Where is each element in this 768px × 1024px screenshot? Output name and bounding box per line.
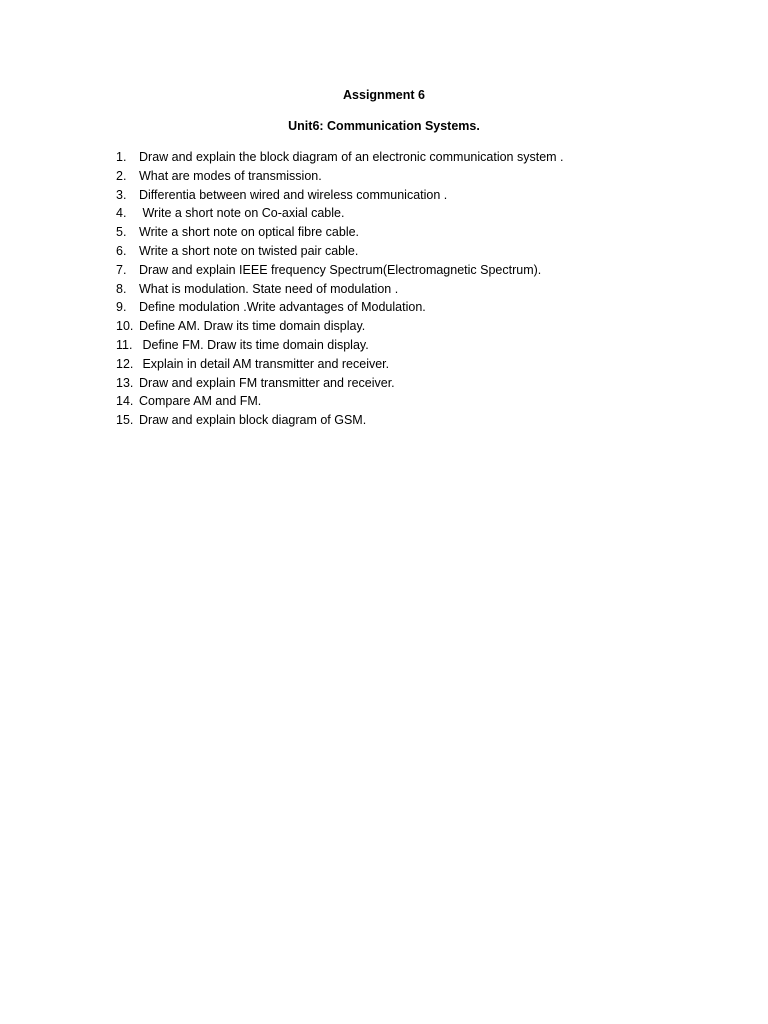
question-number: 7. xyxy=(116,262,127,277)
question-number: 2. xyxy=(116,168,127,183)
question-text: Define FM. Draw its time domain display. xyxy=(139,337,369,352)
question-number: 10. xyxy=(116,319,134,334)
question-text: Draw and explain IEEE frequency Spectrum(Electromagnetic Spectrum). xyxy=(139,262,542,277)
question-text: Define AM. Draw its time domain display. xyxy=(139,319,366,334)
question-number: 1. xyxy=(116,150,127,164)
question-item xyxy=(116,298,716,317)
question-number: 9. xyxy=(116,300,127,315)
question-item xyxy=(116,411,716,430)
question-item xyxy=(116,223,716,242)
question-text: Draw and explain the block diagram of an electronic communication system . xyxy=(139,150,564,164)
question-item xyxy=(116,336,716,355)
question-number: 4. xyxy=(116,206,127,221)
question-text: What are modes of transmission. xyxy=(139,168,322,183)
question-item xyxy=(116,392,716,411)
question-text: Compare AM and FM. xyxy=(139,394,262,409)
question-item xyxy=(116,148,716,167)
question-item xyxy=(116,317,716,336)
question-text: Draw and explain FM transmitter and receiver. xyxy=(139,375,395,390)
question-number: 3. xyxy=(116,187,127,202)
question-number: 13. xyxy=(116,375,134,390)
question-item xyxy=(116,242,716,261)
document-subtitle: Unit6: Communication Systems. xyxy=(288,119,480,133)
question-text: Explain in detail AM transmitter and receiver. xyxy=(139,356,390,371)
question-number: 14. xyxy=(116,394,134,409)
question-number: 5. xyxy=(116,225,127,240)
question-item xyxy=(116,261,716,280)
question-text: Write a short note on twisted pair cable. xyxy=(139,243,359,258)
question-number: 8. xyxy=(116,281,127,296)
question-text: Differentia between wired and wireless communication . xyxy=(139,187,448,202)
question-number: 11. xyxy=(116,337,133,352)
question-item xyxy=(116,204,716,223)
document-title: Assignment 6 xyxy=(343,88,425,102)
question-number: 12. xyxy=(116,356,134,371)
question-text: Write a short note on Co-axial cable. xyxy=(139,206,345,221)
question-text: Draw and explain block diagram of GSM. xyxy=(139,413,367,428)
question-text: Write a short note on optical fibre cable. xyxy=(139,225,360,240)
question-item xyxy=(116,374,716,393)
question-number: 15. xyxy=(116,413,134,428)
question-text: Define modulation .Write advantages of Modulation. xyxy=(139,300,426,315)
question-list xyxy=(116,148,716,430)
question-item xyxy=(116,186,716,205)
question-item xyxy=(116,280,716,299)
question-item xyxy=(116,167,716,186)
question-item xyxy=(116,355,716,374)
question-text: What is modulation. State need of modulation . xyxy=(139,281,399,296)
question-number: 6. xyxy=(116,243,127,258)
